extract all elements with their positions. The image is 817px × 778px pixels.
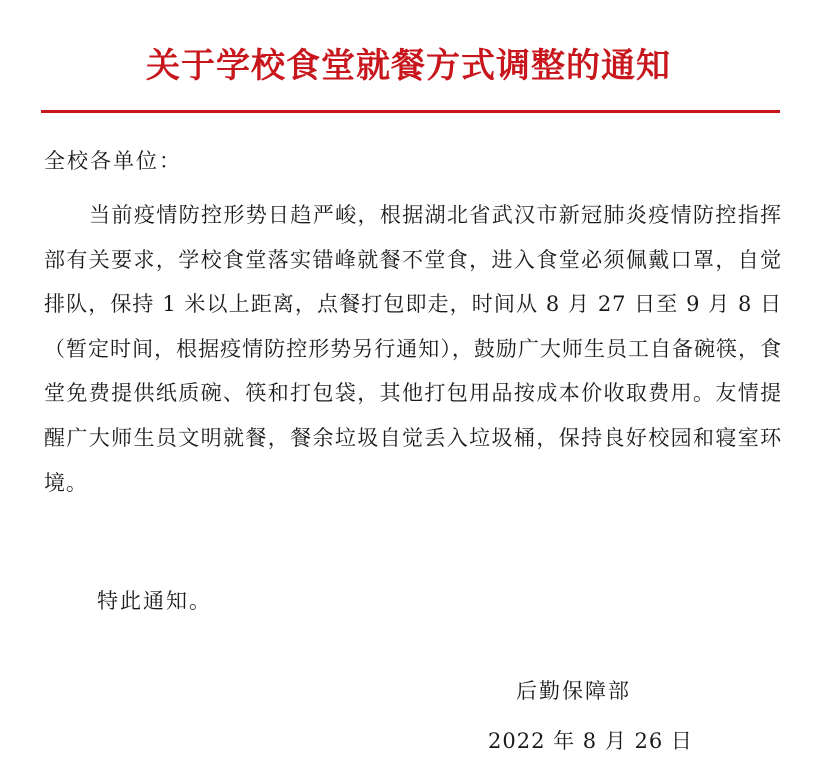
notice-title: 关于学校食堂就餐方式调整的通知 xyxy=(146,46,671,86)
salutation: 全校各单位： xyxy=(44,149,182,173)
title-divider xyxy=(41,110,780,113)
closing-line: 特此通知。 xyxy=(97,589,212,613)
issuing-department: 后勤保障部 xyxy=(516,679,631,703)
issue-date: 2022 年 8 月 26 日 xyxy=(488,729,693,753)
notice-body: 当前疫情防控形势日趋严峻，根据湖北省武汉市新冠肺炎疫情防控指挥部有关要求，学校食堂落实错峰就餐不堂食，进入食堂必须佩戴口罩，自觉排队，保持 1 米以上距离，点餐打包即走，时间从 8 月 27 日至 9 月 8 日（暂定时间，根据疫情防控形势另行通知），鼓励广大师生员工自备碗筷，食堂免费提供纸质碗、筷和打包袋，其他打包用品按成本价收取费用。友情提醒广大师生员文明就餐，餐余垃圾自觉丢入垃圾桶，保持良好校园和寝室环境。 xyxy=(44,203,782,495)
